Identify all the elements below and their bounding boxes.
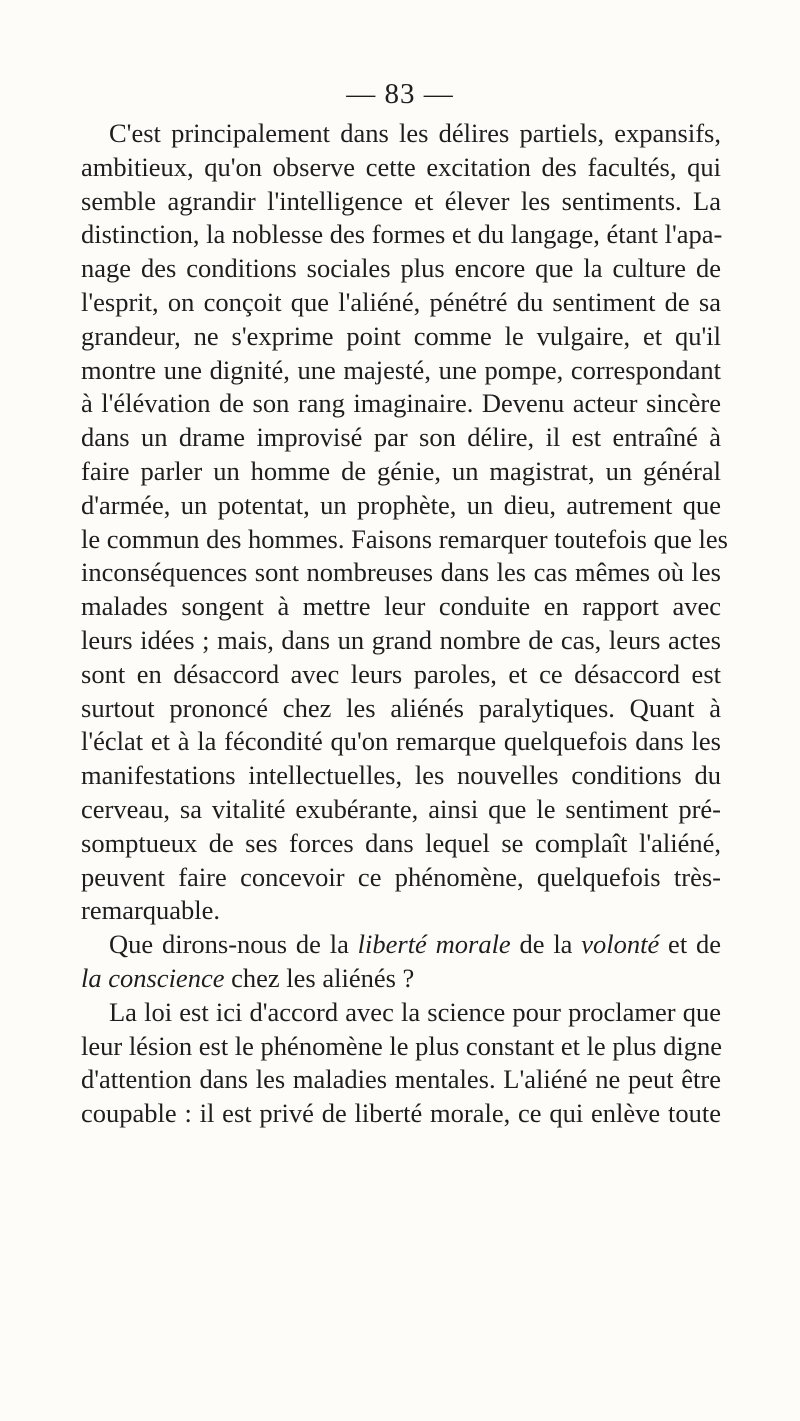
text-line: ambitieux, qu'on observe cette excitation des facultés, qui xyxy=(81,151,721,182)
text-line: leurs idées ; mais, dans un grand nombre de cas, leurs actes xyxy=(81,624,721,655)
text-line: sont en désaccord avec leurs paroles, et ce désaccord est xyxy=(81,658,721,689)
text-line: montre une dignité, une majesté, une pompe, correspondant xyxy=(81,354,721,385)
text-line: l'esprit, on conçoit que l'aliéné, pénétré du sentiment de sa xyxy=(81,286,721,317)
text-line: somptueux de ses forces dans lequel se complaît l'aliéné, xyxy=(81,827,721,858)
question-text: chez les aliénés ? xyxy=(224,962,415,993)
text-line: distinction, la noblesse des formes et du langage, étant l'apa- xyxy=(81,219,723,250)
text-line: leur lésion est le phénomène le plus constant et le plus digne xyxy=(81,1030,722,1061)
emphasis-conscience: la conscience xyxy=(81,962,225,993)
emphasis-liberte-morale: liberté morale xyxy=(357,929,511,960)
text-line: dans un drame improvisé par son délire, il est entraîné à xyxy=(81,422,721,453)
question-line xyxy=(81,928,721,962)
question-line xyxy=(81,962,721,996)
text-line: surtout prononcé chez les aliénés paralytiques. Quant à xyxy=(81,692,721,723)
text-line: d'attention dans les maladies mentales. L'aliéné ne peut être xyxy=(81,1064,721,1095)
text-line: le commun des hommes. Faisons remarquer toutefois que les xyxy=(81,523,728,554)
text-line: inconséquences sont nombreuses dans les cas mêmes où les xyxy=(81,557,721,588)
text-line: faire parler un homme de génie, un magistrat, un général xyxy=(81,455,721,486)
text-line: remarquable. xyxy=(81,895,221,926)
text-line: La loi est ici d'accord avec la science pour proclamer que xyxy=(109,996,721,1027)
page-number: — 83 — xyxy=(346,78,454,110)
text-line: C'est principalement dans les délires partiels, expansifs, xyxy=(109,118,721,148)
text-line: peuvent faire concevoir ce phénomène, quelquefois très- xyxy=(81,861,721,892)
text-line: nage des conditions sociales plus encore que la culture de xyxy=(81,253,721,284)
text-line: à l'élévation de son rang imaginaire. Devenu acteur sincère xyxy=(81,388,721,419)
question-text: Que dirons-nous de la xyxy=(109,929,358,960)
text-line: cerveau, sa vitalité exubérante, ainsi que le sentiment pré- xyxy=(81,793,721,824)
text-line: semble agrandir l'intelligence et élever les sentiments. La xyxy=(81,185,721,216)
text-line: d'armée, un potentat, un prophète, un dieu, autrement que xyxy=(81,489,721,520)
text-line: coupable : il est privé de liberté morale, ce qui enlève toute xyxy=(81,1098,721,1129)
question-text: et de xyxy=(659,929,721,960)
text-line: l'éclat et à la fécondité qu'on remarque quelquefois dans les xyxy=(81,726,721,757)
body-text xyxy=(81,117,728,1131)
text-line: manifestations intellectuelles, les nouvelles conditions du xyxy=(81,760,721,791)
text-line: grandeur, ne s'exprime point comme le vulgaire, et qu'il xyxy=(81,320,721,351)
emphasis-volonte: volonté xyxy=(581,929,660,960)
text-line: malades songent à mettre leur conduite en rapport avec xyxy=(81,591,721,622)
question-text: de la xyxy=(510,929,582,960)
